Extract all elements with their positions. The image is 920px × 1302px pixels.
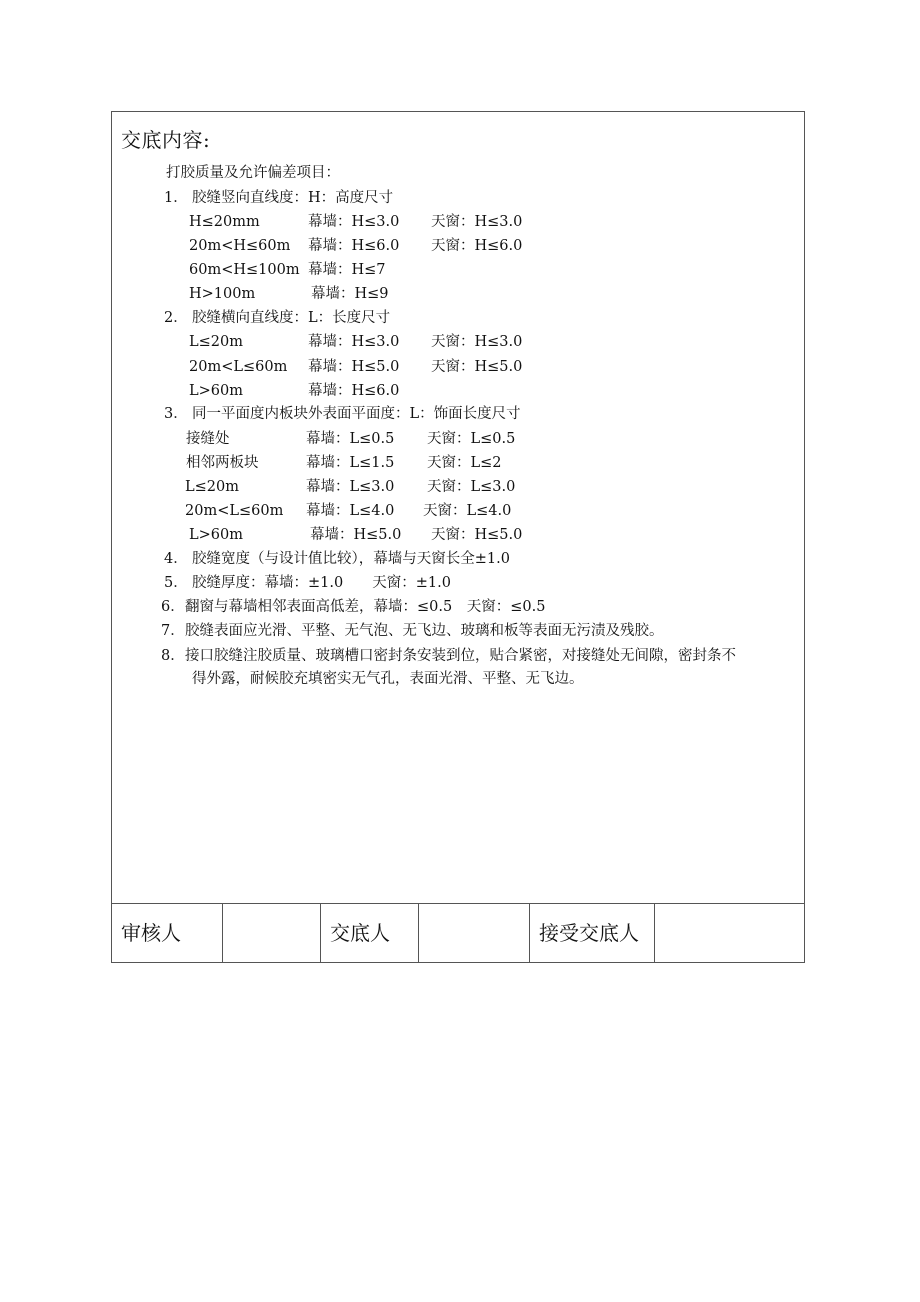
spec-curtain-wall: 幕墙：L≤1.5 [306,455,395,471]
disclosure-form [111,111,805,963]
spec-condition: L≤20m [189,334,243,350]
item-text: 胶缝表面应光滑、平整、无气泡、无飞边、玻璃和板等表面无污渍及残胶。 [185,623,664,639]
spec-curtain-wall: 幕墙：L≤0.5 [306,431,395,447]
item-text: 胶缝竖向直线度：H：高度尺寸 [192,190,394,206]
item-text-continued: 得外露，耐候胶充填密实无气孔，表面光滑、平整、无飞边。 [192,671,584,687]
spec-skylight: 天窗：H≤6.0 [431,238,523,254]
item-text: 同一平面度内板块外表面平面度：L：饰面长度尺寸 [192,406,521,422]
spec-curtain-wall: 幕墙：L≤4.0 [306,503,395,519]
spec-condition: H≤20mm [189,214,260,230]
spec-condition: 60m<H≤100m [189,262,300,278]
signature-row [112,904,804,962]
spec-curtain-wall: 幕墙：H≤3.0 [308,214,400,230]
spec-condition: L>60m [189,527,243,543]
spec-skylight: 天窗：H≤3.0 [431,214,523,230]
spec-curtain-wall: 幕墙：H≤6.0 [308,383,400,399]
spec-condition: H>100m [189,286,256,302]
spec-curtain-wall: 幕墙：L≤3.0 [306,479,395,495]
spec-condition: 20m<L≤60m [189,359,288,375]
spec-curtain-wall: 幕墙：H≤3.0 [308,334,400,350]
spec-curtain-wall: 幕墙：H≤9 [311,286,389,302]
item-text: 胶缝宽度（与设计值比较），幕墙与天窗长全±1.0 [192,551,510,567]
spec-curtain-wall: 幕墙：H≤7 [308,262,386,278]
spec-condition: 相邻两板块 [186,455,259,471]
spec-curtain-wall: 幕墙：H≤5.0 [308,359,400,375]
item-number: 7． [161,623,185,639]
item-number: 6． [161,599,185,615]
discloser-label: 交底人 [321,904,419,962]
item-number: 8． [161,648,185,664]
intro-text: 打胶质量及允许偏差项目： [166,165,340,181]
item-number: 5． [164,575,188,591]
item-number: 2． [164,310,188,326]
spec-skylight: 天窗：L≤4.0 [423,503,512,519]
reviewer-field[interactable] [223,904,321,962]
item-number: 4． [164,551,188,567]
item-number: 3． [164,406,188,422]
spec-condition: L≤20m [185,479,239,495]
spec-skylight: 天窗：H≤3.0 [431,334,523,350]
spec-condition: 20m<H≤60m [189,238,291,254]
spec-skylight: 天窗：H≤5.0 [431,359,523,375]
spec-curtain-wall: 幕墙：H≤5.0 [310,527,402,543]
spec-skylight: 天窗：L≤2 [427,455,502,471]
item-number: 1． [164,190,188,206]
receiver-label: 接受交底人 [530,904,655,962]
spec-skylight: 天窗：L≤3.0 [427,479,516,495]
item-text: 胶缝横向直线度：L：长度尺寸 [192,310,391,326]
content-area [112,112,804,904]
spec-condition: 接缝处 [186,431,230,447]
receiver-field[interactable] [655,904,804,962]
spec-condition: L>60m [189,383,243,399]
content-heading: 交底内容: [121,128,211,152]
reviewer-label: 审核人 [112,904,223,962]
discloser-field[interactable] [419,904,530,962]
spec-curtain-wall: 幕墙：H≤6.0 [308,238,400,254]
spec-skylight: 天窗：L≤0.5 [427,431,516,447]
item-text: 接口胶缝注胶质量、玻璃槽口密封条安装到位，贴合紧密，对接缝处无间隙，密封条不 [185,648,736,664]
item-text: 胶缝厚度：幕墙：±1.0 天窗：±1.0 [192,575,451,591]
spec-skylight: 天窗：H≤5.0 [431,527,523,543]
item-text: 翻窗与幕墙相邻表面高低差，幕墙：≤0.5 天窗：≤0.5 [185,599,546,615]
spec-condition: 20m<L≤60m [185,503,284,519]
